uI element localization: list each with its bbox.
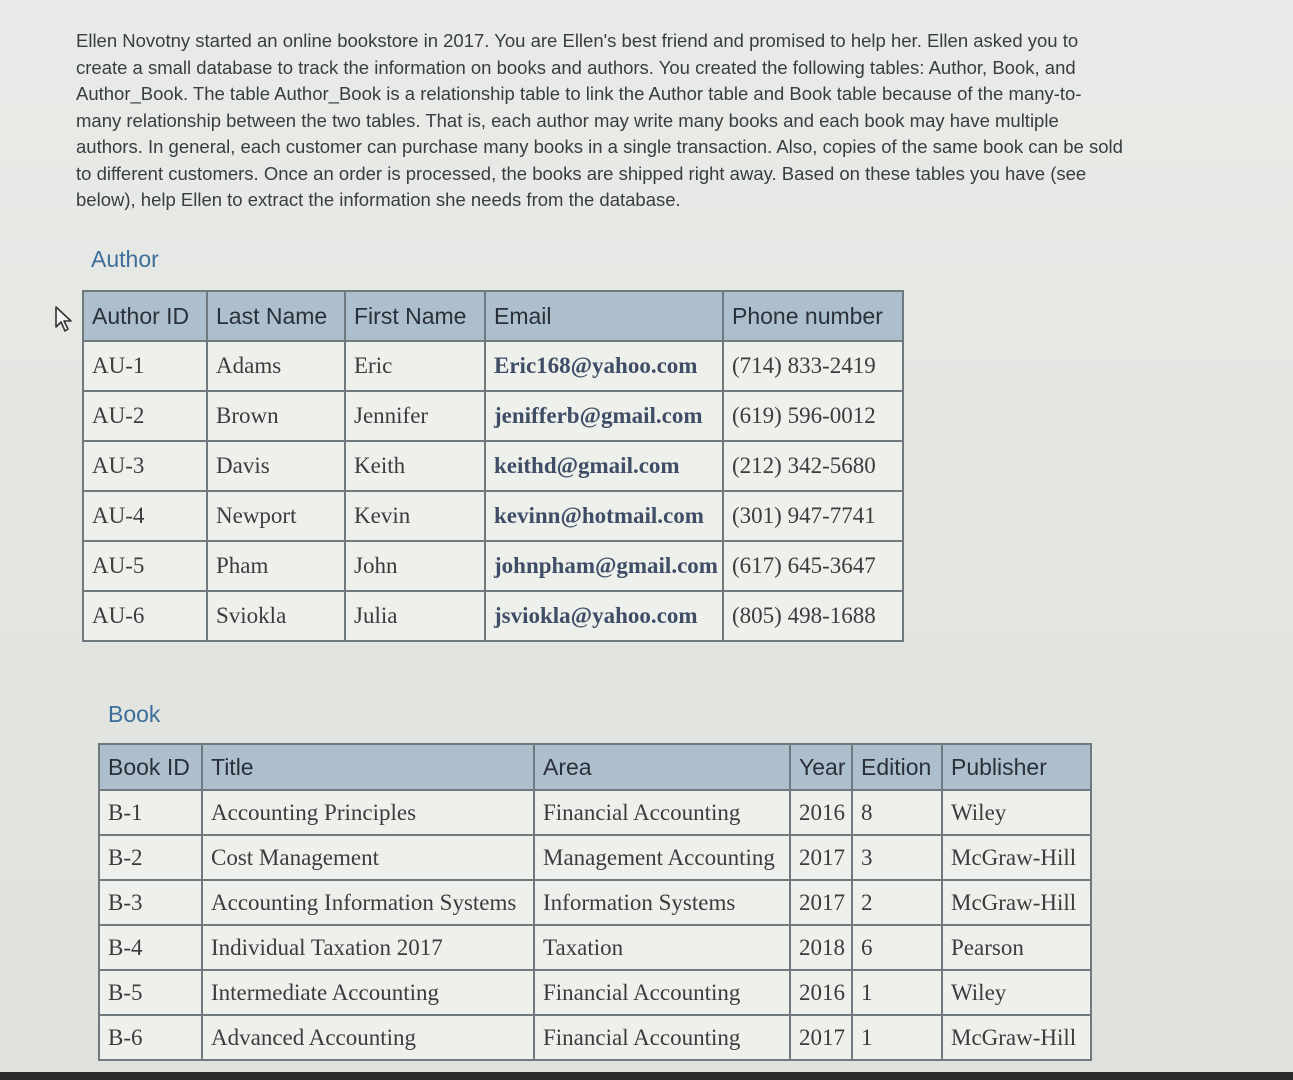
intro-line: below), help Ellen to extract the information she needs from the database. <box>76 189 681 210</box>
intro-line: to different customers. Once an order is processed, the books are shipped right away. Based on these tables you have (see <box>76 162 1087 184</box>
phone-cell: (805) 498-1688 <box>723 591 903 641</box>
author-id-cell: AU-4 <box>83 491 207 541</box>
table-row <box>99 970 1091 1015</box>
book-id-cell: B-6 <box>99 1015 202 1060</box>
intro-line: many relationship between the two tables. That is, each author may write many books and each book may have multiple <box>76 109 1059 131</box>
edition-cell: 6 <box>852 925 942 970</box>
column-header: Year <box>790 744 852 790</box>
phone-cell: (301) 947-7741 <box>723 491 903 541</box>
email-cell: keithd@gmail.com <box>485 441 723 491</box>
book-id-cell: B-2 <box>99 835 202 880</box>
column-header: Edition <box>852 744 942 790</box>
author-id-cell: AU-5 <box>83 541 207 591</box>
first-name-cell: John <box>345 541 485 591</box>
intro-paragraph <box>76 28 1236 214</box>
title-cell: Advanced Accounting <box>202 1015 534 1060</box>
intro-line: Author_Book. The table Author_Book is a relationship table to link the Author table and Book table because of the many-to- <box>76 83 1082 104</box>
book-table <box>98 743 1092 1061</box>
table-header-row <box>83 291 903 341</box>
author-id-cell: AU-1 <box>83 341 207 391</box>
area-cell: Financial Accounting <box>534 970 790 1015</box>
table-row <box>99 880 1091 925</box>
column-header: Publisher <box>942 744 1091 790</box>
publisher-cell: McGraw-Hill <box>942 880 1091 925</box>
year-cell: 2017 <box>790 880 852 925</box>
publisher-cell: McGraw-Hill <box>942 1015 1091 1060</box>
author-id-cell: AU-2 <box>83 391 207 441</box>
column-header: Book ID <box>99 744 202 790</box>
table-row <box>83 591 903 641</box>
first-name-cell: Julia <box>345 591 485 641</box>
title-cell: Individual Taxation 2017 <box>202 925 534 970</box>
phone-cell: (212) 342-5680 <box>723 441 903 491</box>
column-header: Last Name <box>207 291 345 341</box>
column-header: Phone number <box>723 291 903 341</box>
column-header: Title <box>202 744 534 790</box>
column-header: Author ID <box>83 291 207 341</box>
book-id-cell: B-1 <box>99 790 202 835</box>
last-name-cell: Davis <box>207 441 345 491</box>
table-row <box>83 541 903 591</box>
edition-cell: 3 <box>852 835 942 880</box>
screen-bottom-edge <box>0 1072 1293 1080</box>
table-row <box>83 441 903 491</box>
year-cell: 2016 <box>790 790 852 835</box>
table-row <box>99 790 1091 835</box>
first-name-cell: Eric <box>345 341 485 391</box>
table-row <box>99 835 1091 880</box>
table-row <box>83 391 903 441</box>
last-name-cell: Pham <box>207 541 345 591</box>
first-name-cell: Jennifer <box>345 391 485 441</box>
edition-cell: 1 <box>852 970 942 1015</box>
table-row <box>99 1015 1091 1060</box>
area-cell: Information Systems <box>534 880 790 925</box>
phone-cell: (617) 645-3647 <box>723 541 903 591</box>
first-name-cell: Kevin <box>345 491 485 541</box>
title-cell: Accounting Information Systems <box>202 880 534 925</box>
phone-cell: (619) 596-0012 <box>723 391 903 441</box>
column-header: Email <box>485 291 723 341</box>
last-name-cell: Brown <box>207 391 345 441</box>
email-cell: jsviokla@yahoo.com <box>485 591 723 641</box>
edition-cell: 1 <box>852 1015 942 1060</box>
edition-cell: 8 <box>852 790 942 835</box>
table-header-row <box>99 744 1091 790</box>
intro-line: Ellen Novotny started an online bookstore in 2017. You are Ellen's best friend and promised to help her. Ellen asked you to <box>76 30 1079 51</box>
year-cell: 2016 <box>790 970 852 1015</box>
book-id-cell: B-4 <box>99 925 202 970</box>
intro-line: authors. In general, each customer can purchase many books in a single transaction. Also, copies of the same book can be sold <box>76 136 1123 157</box>
last-name-cell: Adams <box>207 341 345 391</box>
author-section-title: Author <box>91 246 159 272</box>
title-cell: Intermediate Accounting <box>202 970 534 1015</box>
title-cell: Accounting Principles <box>202 790 534 835</box>
book-section-title: Book <box>108 701 161 727</box>
publisher-cell: Wiley <box>942 790 1091 835</box>
publisher-cell: Wiley <box>942 970 1091 1015</box>
year-cell: 2017 <box>790 1015 852 1060</box>
book-id-cell: B-5 <box>99 970 202 1015</box>
publisher-cell: McGraw-Hill <box>942 835 1091 880</box>
area-cell: Management Accounting <box>534 835 790 880</box>
table-row <box>83 491 903 541</box>
author-id-cell: AU-6 <box>83 591 207 641</box>
email-cell: johnpham@gmail.com <box>485 541 723 591</box>
area-cell: Financial Accounting <box>534 1015 790 1060</box>
year-cell: 2018 <box>790 925 852 970</box>
mouse-pointer-icon <box>54 305 76 333</box>
edition-cell: 2 <box>852 880 942 925</box>
area-cell: Taxation <box>534 925 790 970</box>
intro-line: create a small database to track the information on books and authors. You created the following tables: Author, Book, and <box>76 56 1076 78</box>
column-header: First Name <box>345 291 485 341</box>
title-cell: Cost Management <box>202 835 534 880</box>
last-name-cell: Sviokla <box>207 591 345 641</box>
table-row <box>99 925 1091 970</box>
first-name-cell: Keith <box>345 441 485 491</box>
email-cell: jenifferb@gmail.com <box>485 391 723 441</box>
publisher-cell: Pearson <box>942 925 1091 970</box>
phone-cell: (714) 833-2419 <box>723 341 903 391</box>
book-id-cell: B-3 <box>99 880 202 925</box>
author-id-cell: AU-3 <box>83 441 207 491</box>
author-table <box>82 290 904 642</box>
column-header: Area <box>534 744 790 790</box>
last-name-cell: Newport <box>207 491 345 541</box>
email-cell: Eric168@yahoo.com <box>485 341 723 391</box>
table-row <box>83 341 903 391</box>
area-cell: Financial Accounting <box>534 790 790 835</box>
year-cell: 2017 <box>790 835 852 880</box>
email-cell: kevinn@hotmail.com <box>485 491 723 541</box>
